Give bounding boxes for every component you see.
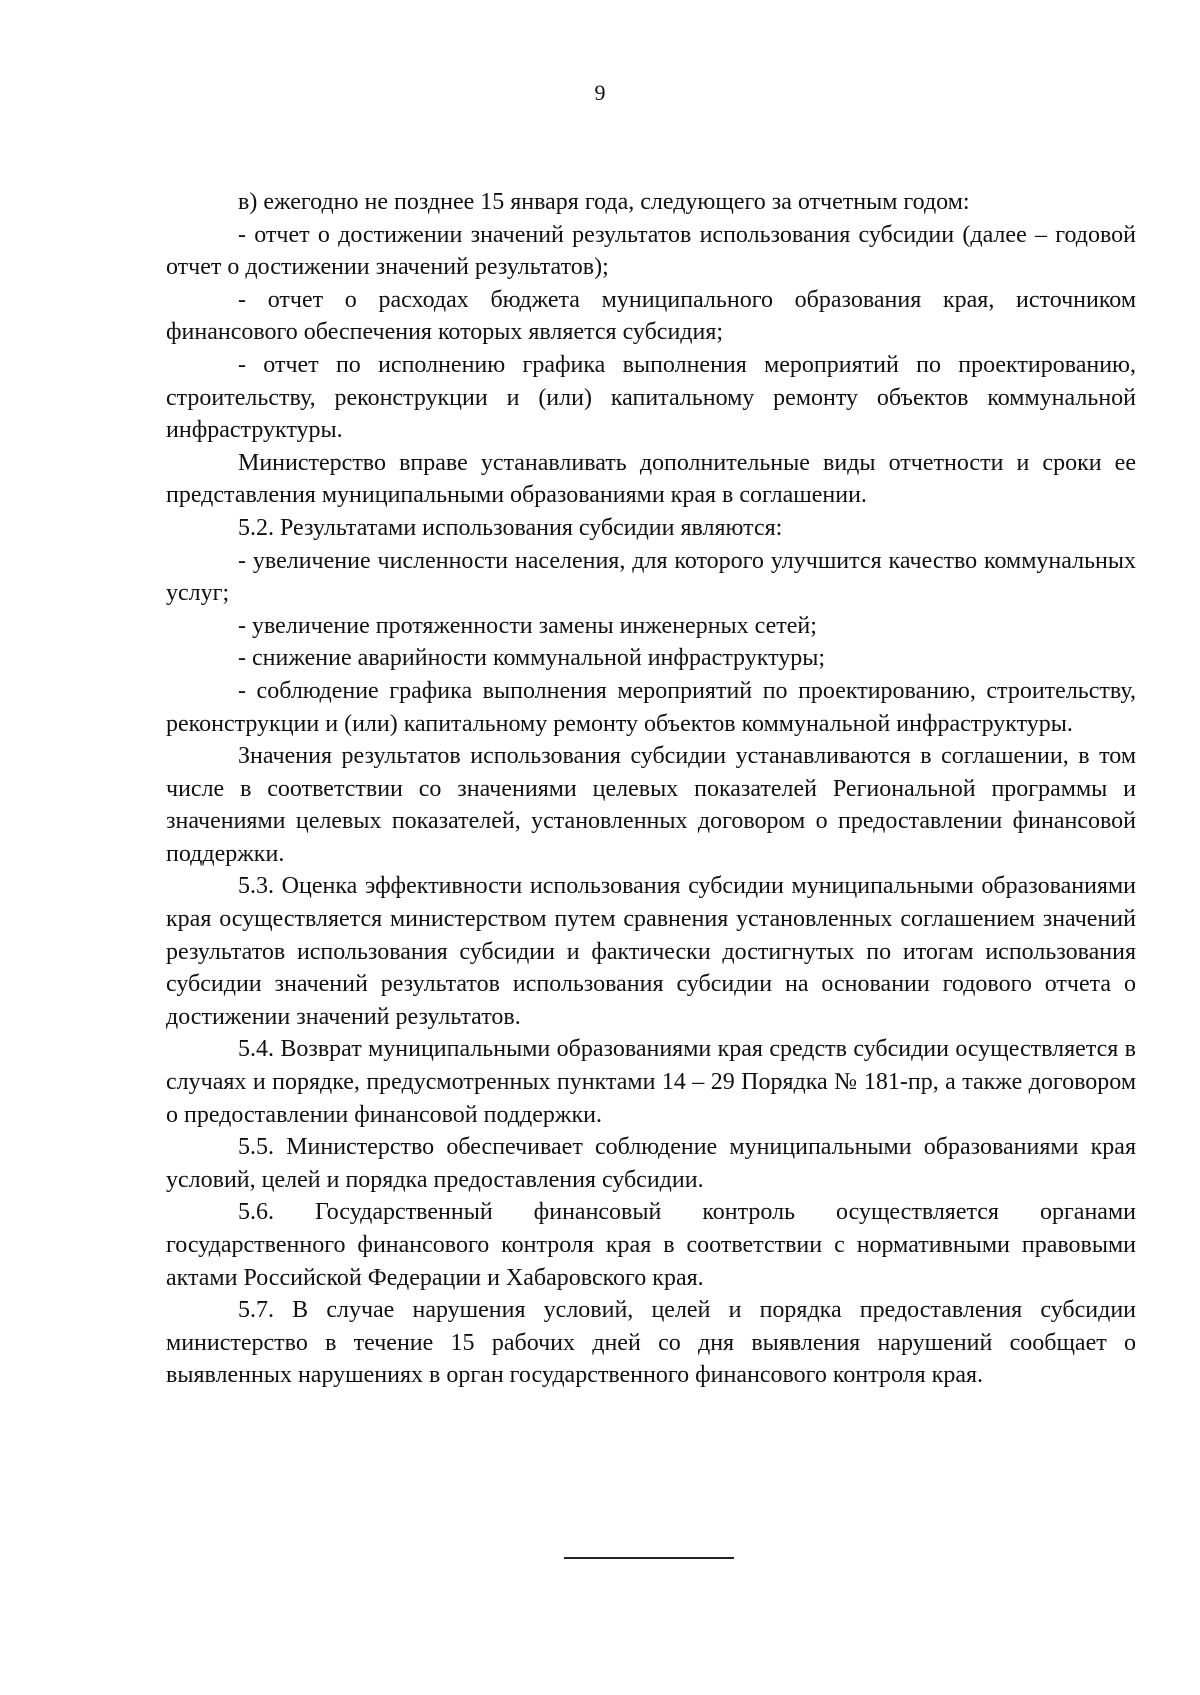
list-item-network-length: - увеличение протяженности замены инженерных сетей; [238, 612, 817, 639]
paragraph-5-6: 5.6. Государственный финансовый контроль осуществляется органами государственного финансового контроля края в соответствии с нормативными правовыми актами Российской Федерации и Хабаровского края. [166, 1199, 1136, 1291]
document-body [166, 186, 1136, 1392]
paragraph-result-values: Значения результатов использования субсидии устанавливаются в соглашении, в том числе в соответствии со значениями целевых показателей Региональной программы и значениями целевых показателей, установленных договором о предоставлении финансовой поддержки. [166, 743, 1136, 867]
page-number: 9 [594, 80, 606, 105]
end-of-document-rule [564, 1557, 734, 1559]
paragraph-reporting-deadline: в) ежегодно не позднее 15 января года, следующего за отчетным годом: [238, 189, 970, 215]
paragraph-5-2: 5.2. Результатами использования субсидии являются: [238, 514, 783, 541]
list-item-population-increase: - увеличение численности населения, для которого улучшится качество коммунальных услуг; [166, 547, 1136, 607]
paragraph-5-3: 5.3. Оценка эффективности использования субсидии муниципальными образованиями края осуществляется министерством путем сравнения установленных соглашением значений результатов использования субсидии и фактически достигнутых по итогам использования субсидии значений результатов использования субсидии на основании годового отчета о достижении значений результатов. [166, 873, 1136, 1030]
paragraph-5-7: 5.7. В случае нарушения условий, целей и порядка предоставления субсидии министерство в течение 15 рабочих дней со дня выявления нарушений сообщает о выявленных нарушениях в орган государственного финансового контроля края. [166, 1297, 1136, 1389]
paragraph-5-4: 5.4. Возврат муниципальными образованиями края средств субсидии осуществляется в случаях и порядке, предусмотренных пунктами 14 – 29 Порядка № 181-пр, а также договором о предоставлении финансовой поддержки. [166, 1036, 1136, 1128]
list-item-accident-reduction: - снижение аварийности коммунальной инфраструктуры; [238, 645, 826, 672]
paragraph-additional-reporting: Министерство вправе устанавливать дополнительные виды отчетности и сроки ее представления муниципальными образованиями края в соглашении. [166, 449, 1136, 509]
list-item-schedule-compliance: - соблюдение графика выполнения мероприятий по проектированию, строительству, реконструкции и (или) капитальному ремонту объектов коммунальной инфраструктуры. [166, 677, 1136, 737]
paragraph-5-5: 5.5. Министерство обеспечивает соблюдение муниципальными образованиями края условий, целей и порядка предоставления субсидии. [166, 1134, 1136, 1193]
list-item-results-report: - отчет о достижении значений результатов использования субсидии (далее – годовой отчет о достижении значений результатов); [166, 221, 1136, 281]
list-item-expenses-report: - отчет о расходах бюджета муниципального образования края, источником финансового обеспечения которых является субсидия; [166, 286, 1136, 346]
list-item-schedule-report: - отчет по исполнению графика выполнения мероприятий по проектированию, строительству, реконструкции и (или) капитальному ремонту объектов коммунальной инфраструктуры. [166, 351, 1136, 444]
